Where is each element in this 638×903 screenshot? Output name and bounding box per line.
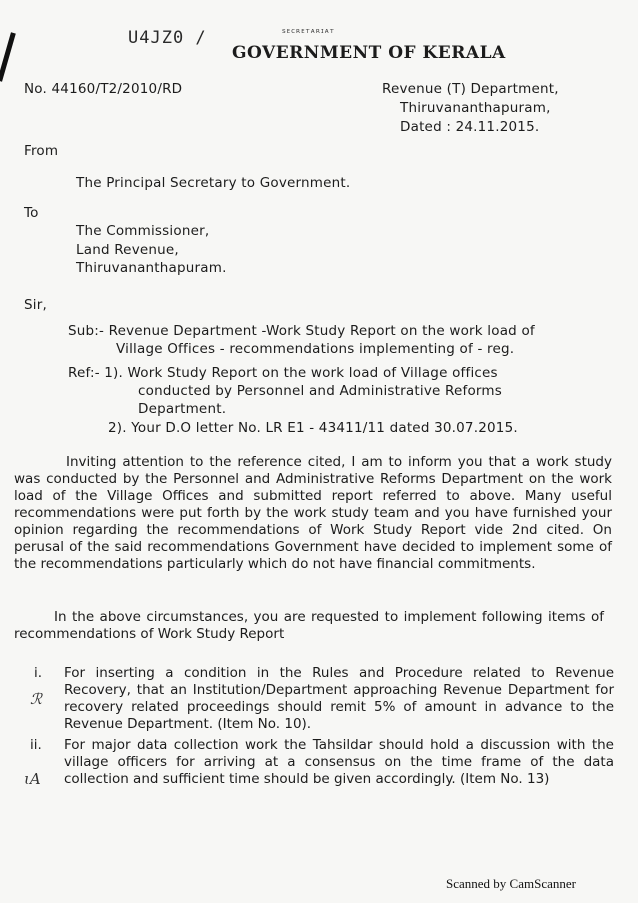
handwritten-tick-mark: ℛ — [30, 690, 42, 708]
sender-name: The Principal Secretary to Government. — [76, 175, 351, 191]
list-item-number: i. — [34, 665, 43, 681]
body-paragraph-1 — [14, 454, 612, 573]
scan-edge-mark — [0, 32, 16, 81]
to-label: To — [24, 205, 39, 221]
subject-line-2: Village Offices - recommendations implementing of - reg. — [116, 341, 515, 357]
department-line-2: Thiruvananthapuram, — [400, 100, 551, 116]
reference-1-line-3: Department. — [138, 401, 227, 417]
subject-line-1: Sub:- Revenue Department -Work Study Report on the work load of — [68, 323, 535, 339]
recipient-line-1: The Commissioner, — [76, 223, 210, 239]
list-item-text: For major data collection work the Tahsildar should hold a discussion with the village officers for arriving at a consensus on the time frame of the data collection and sufficient time should be given accordingly. (Item No. 13) — [64, 737, 614, 787]
department-line-1: Revenue (T) Department, — [382, 81, 559, 97]
reference-1-line-1: Ref:- 1). Work Study Report on the work load of Village offices — [68, 365, 498, 381]
scanner-watermark: Scanned by CamScanner — [446, 876, 576, 891]
inward-stamp-text: ꜱᴇᴄʀᴇᴛᴀʀɪᴀᴛ — [282, 27, 335, 35]
inward-stamp-number: U4JZ0 / — [128, 28, 207, 48]
list-item-number: ii. — [30, 737, 42, 753]
date-line: Dated : 24.11.2015. — [400, 119, 540, 135]
reference-number: No. 44160/T2/2010/RD — [24, 81, 183, 97]
salutation: Sir, — [24, 297, 47, 313]
handwritten-tick-mark: ɩA — [24, 770, 41, 788]
body-paragraph-1-text: Inviting attention to the reference cited, I am to inform you that a work study was conducted by the Personnel and Administrative Reforms Department on the work load of the Village Offices and submitted report referred to above. Many useful recommendations were put forth by the work study team and you have furnished your opinion regarding the recommendations of Work Study Report vide 2nd cited. On perusal of the said recommendations Government have decided to implement some of the recommendations particularly which do not have financial commitments. — [14, 454, 612, 572]
reference-1-line-2: conducted by Personnel and Administrative Reforms — [138, 383, 502, 399]
body-paragraph-2-text: In the above circumstances, you are requested to implement following items of recommendations of Work Study Report — [14, 609, 604, 642]
reference-2: 2). Your D.O letter No. LR E1 - 43411/11 dated 30.07.2015. — [108, 420, 518, 436]
list-item-text: For inserting a condition in the Rules and Procedure related to Revenue Recovery, that an Institution/Department approaching Revenue Department for recovery related proceedings should remit 5% of amount in advance to the Revenue Department. (Item No. 10). — [64, 665, 614, 732]
body-paragraph-2 — [14, 609, 604, 643]
letterhead-title: GOVERNMENT OF KERALA — [232, 43, 506, 63]
from-label: From — [24, 143, 59, 159]
recipient-line-3: Thiruvananthapuram. — [76, 260, 227, 276]
recipient-line-2: Land Revenue, — [76, 242, 179, 258]
